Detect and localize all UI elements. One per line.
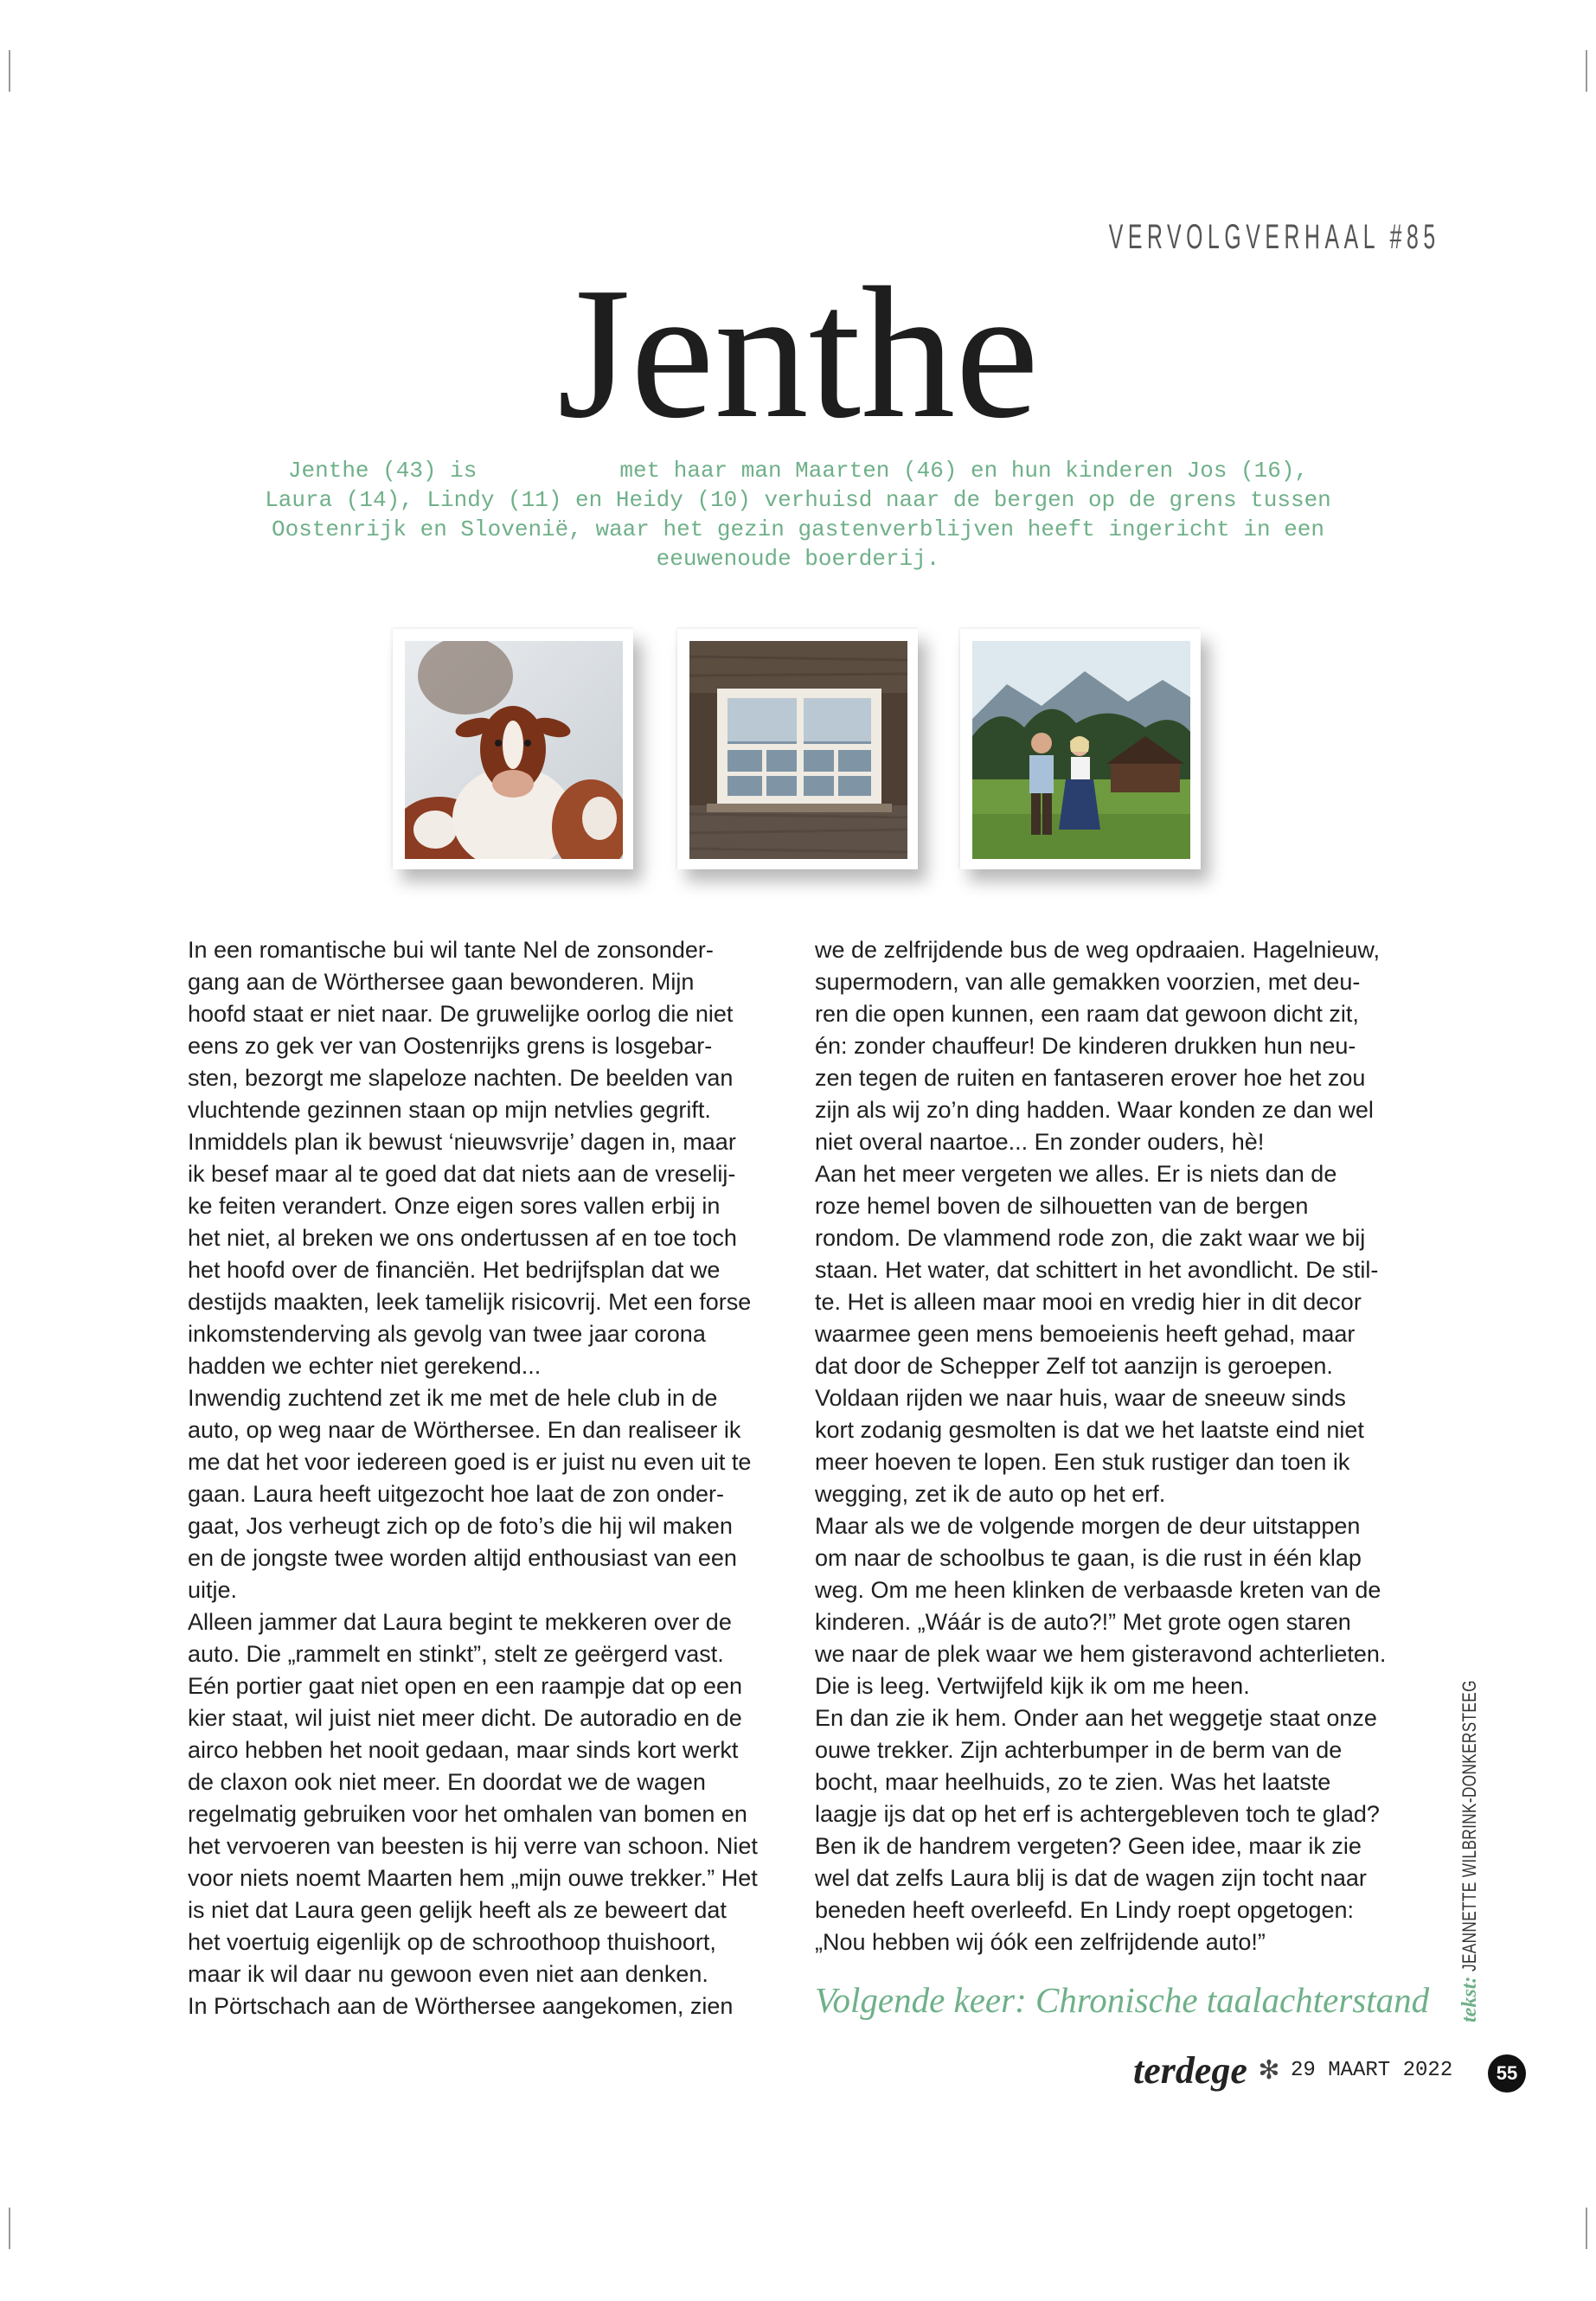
article-line: Ben ik de handrem vergeten? Geen idee, maar ik zie	[815, 1833, 1362, 1859]
article-line: weg. Om me heen klinken de verbaasde kreten van de	[815, 1577, 1381, 1603]
article-line: rondom. De vlammend rode zon, die zakt waar we bij	[815, 1225, 1366, 1251]
article-line: me dat het voor iedereen goed is er juist nu even uit te	[188, 1449, 752, 1475]
window-photo-icon	[689, 641, 907, 859]
crop-mark-bottom-left	[9, 2208, 10, 2249]
article-line: gaat, Jos verheugt zich op de foto’s die hij wil maken	[188, 1513, 733, 1539]
article-line: Inwendig zuchtend zet ik me met de hele club in de	[188, 1385, 718, 1411]
author-credit	[1458, 1598, 1482, 2022]
intro-line-4: eeuwenoude boerderij.	[656, 546, 940, 572]
intro-line-3: Oostenrijk en Slovenië, waar het gezin gastenverblijven heeft ingericht in een	[272, 516, 1324, 542]
article-line: Voldaan rijden we naar huis, waar de sneeuw sinds	[815, 1385, 1346, 1411]
article-column-right	[815, 934, 1442, 1958]
article-line: dat door de Schepper Zelf tot aanzijn is geroepen.	[815, 1353, 1333, 1379]
article-line: supermodern, van alle gemakken voorzien, met deu-	[815, 969, 1361, 995]
article-column-left	[188, 934, 815, 2022]
article-line: destijds maakten, leek tamelijk risicovrij. Met een forse	[188, 1289, 752, 1315]
intro-line-1b: met haar man Maarten (46) en hun kinderen Jos (16),	[619, 458, 1309, 484]
article-line: te. Het is alleen maar mooi en vredig hier in dit decor	[815, 1289, 1362, 1315]
article-line: vluchtende gezinnen staan op mijn netvlies gegrift.	[188, 1097, 711, 1123]
intro-line-1	[234, 456, 1362, 485]
article-line: Inmiddels plan ik bewust ‘nieuwsvrije’ dagen in, maar	[188, 1129, 736, 1155]
article-line: hadden we echter niet gerekend...	[188, 1353, 542, 1379]
article-line: auto. Die „rammelt en stinkt”, stelt ze geërgerd vast.	[188, 1641, 724, 1667]
article-line: kier staat, wil juist niet meer dicht. De autoradio en de	[188, 1705, 742, 1731]
credit-label: tekst:	[1458, 1976, 1481, 2022]
article-line: staan. Het water, dat schittert in het avondlicht. De stil-	[815, 1257, 1379, 1283]
article-line: én: zonder chauffeur! De kinderen drukken hun neu-	[815, 1033, 1356, 1059]
article-line: sten, bezorgt me slapeloze nachten. De beelden van	[188, 1065, 734, 1091]
article-line: laagje ijs dat op het erf is achtergebleven toch te glad?	[815, 1801, 1380, 1827]
article-line: inkomstenderving als gevolg van twee jaar corona	[188, 1321, 706, 1347]
article-line: wel dat zelfs Laura blij is dat de wagen zijn tocht naar	[815, 1865, 1367, 1891]
intro-text	[234, 456, 1362, 574]
article-line: voor niets noemt Maarten hem „mijn ouwe trekker.” Het	[188, 1865, 758, 1891]
article-line: En dan zie ik hem. Onder aan het weggetje staat onze	[815, 1705, 1377, 1731]
article-line: we naar de plek waar we hem gisteravond achterlieten.	[815, 1641, 1387, 1667]
crop-mark-top-left	[9, 50, 10, 92]
story-title: Jenthe	[557, 249, 1039, 458]
article-line: In Pörtschach aan de Wörthersee aangekomen, zien	[188, 1993, 734, 2019]
intro-line-2: Laura (14), Lindy (11) en Heidy (10) verhuisd naar de bergen op de grens tussen	[265, 487, 1331, 513]
article-line: ik besef maar al te goed dat dat niets aan de vreselij-	[188, 1161, 736, 1187]
article-line: ren die open kunnen, een raam dat gewoon dicht zit,	[815, 1001, 1359, 1027]
article-line: Maar als we de volgende morgen de deur uitstappen	[815, 1513, 1361, 1539]
article-line: we de zelfrijdende bus de weg opdraaien. Hagelnieuw,	[815, 937, 1380, 963]
article-line: het hoofd over de financiën. Het bedrijfsplan dat we	[188, 1257, 721, 1283]
article-line: zen tegen de ruiten en fantaseren erover hoe het zou	[815, 1065, 1366, 1091]
article-line: gaan. Laura heeft uitgezocht hoe laat de zon onder-	[188, 1481, 724, 1507]
article-line: zijn als wij zo’n ding hadden. Waar konden ze dan wel	[815, 1097, 1374, 1123]
cow-photo-icon	[405, 641, 623, 859]
article-line: Alleen jammer dat Laura begint te mekkeren over de	[188, 1609, 732, 1635]
article-line: bocht, maar heelhuids, zo te zien. Was het laatste	[815, 1769, 1331, 1795]
article-line: Eén portier gaat niet open en een raampje dat op een	[188, 1673, 742, 1699]
article-line: maar ik wil daar nu gewoon even niet aan denken.	[188, 1961, 708, 1987]
issue-date: 29 MAART 2022	[1290, 2059, 1453, 2082]
article-line: ouwe trekker. Zijn achterbumper in de berm van de	[815, 1737, 1343, 1763]
crop-mark-top-right	[1586, 50, 1587, 92]
article-line: niet overal naartoe... En zonder ouders, hè!	[815, 1129, 1265, 1155]
article-line: en de jongste twee worden altijd enthousiast van een	[188, 1545, 737, 1571]
article-line: Aan het meer vergeten we alles. Er is niets dan de	[815, 1161, 1337, 1187]
photo-window	[677, 629, 918, 869]
article-line: waarmee geen mens bemoeienis heeft gehad, maar	[815, 1321, 1356, 1347]
article-line: kort zodanig gesmolten is dat we het laatste eind niet	[815, 1417, 1364, 1443]
article-line: om naar de schoolbus te gaan, is die rust in één klap	[815, 1545, 1362, 1571]
article-line: roze hemel boven de silhouetten van de bergen	[815, 1193, 1309, 1219]
article-line: gang aan de Wörthersee gaan bewonderen. Mijn	[188, 969, 695, 995]
article-line: het vervoeren van beesten is hij verre van schoon. Niet	[188, 1833, 758, 1859]
article-line: hoofd staat er niet naar. De gruwelijke oorlog die niet	[188, 1001, 734, 1027]
article-line: auto, op weg naar de Wörthersee. En dan realiseer ik	[188, 1417, 741, 1443]
article-line: meer hoeven te lopen. Een stuk rustiger dan toen ik	[815, 1449, 1350, 1475]
article-line: uitje.	[188, 1577, 238, 1603]
credit-author: JEANNETTE WILBRINK-DONKERSTEEG	[1458, 1679, 1480, 1971]
article-line: het voertuig eigenlijk op de schroothoop thuishoort,	[188, 1929, 716, 1955]
article-line: beneden heeft overleefd. En Lindy roept opgetogen:	[815, 1897, 1354, 1923]
separator-star-icon: ✻	[1258, 2056, 1280, 2085]
magazine-brand: terdege	[1133, 2049, 1247, 2092]
article-line: regelmatig gebruiken voor het omhalen van bomen en	[188, 1801, 747, 1827]
article-line: de claxon ook niet meer. En doordat we de wagen	[188, 1769, 706, 1795]
crop-mark-bottom-right	[1586, 2208, 1587, 2249]
article-line: airco hebben het nooit gedaan, maar sinds kort werkt	[188, 1737, 739, 1763]
page-footer	[1133, 2048, 1452, 2100]
article-line: ke feiten verandert. Onze eigen sores vallen erbij in	[188, 1193, 721, 1219]
article-line: het niet, al breken we ons ondertussen af en toe toch	[188, 1225, 737, 1251]
article-line: „Nou hebben wij óók een zelfrijdende auto!”	[815, 1929, 1266, 1955]
article-line: eens zo gek ver van Oostenrijks grens is losgebar-	[188, 1033, 713, 1059]
article-line: is niet dat Laura geen gelijk heeft als ze beweert dat	[188, 1897, 727, 1923]
article-line: In een romantische bui wil tante Nel de zonsonder-	[188, 937, 714, 963]
next-episode: Volgende keer: Chronische taalachterstand	[815, 1980, 1430, 2020]
page-number: 55	[1488, 2054, 1526, 2093]
photo-couple	[960, 629, 1201, 869]
article-line: wegging, zet ik de auto op het erf.	[815, 1481, 1166, 1507]
series-tag: VERVOLGVERHAAL #85	[1108, 218, 1440, 256]
photo-cow	[393, 629, 633, 869]
couple-photo-icon	[972, 641, 1190, 859]
article-line: kinderen. „Wáár is de auto?!” Met grote ogen staren	[815, 1609, 1351, 1635]
article-line: Die is leeg. Vertwijfeld kijk ik om me heen.	[815, 1673, 1250, 1699]
intro-line-1a: Jenthe (43) is	[287, 458, 478, 484]
